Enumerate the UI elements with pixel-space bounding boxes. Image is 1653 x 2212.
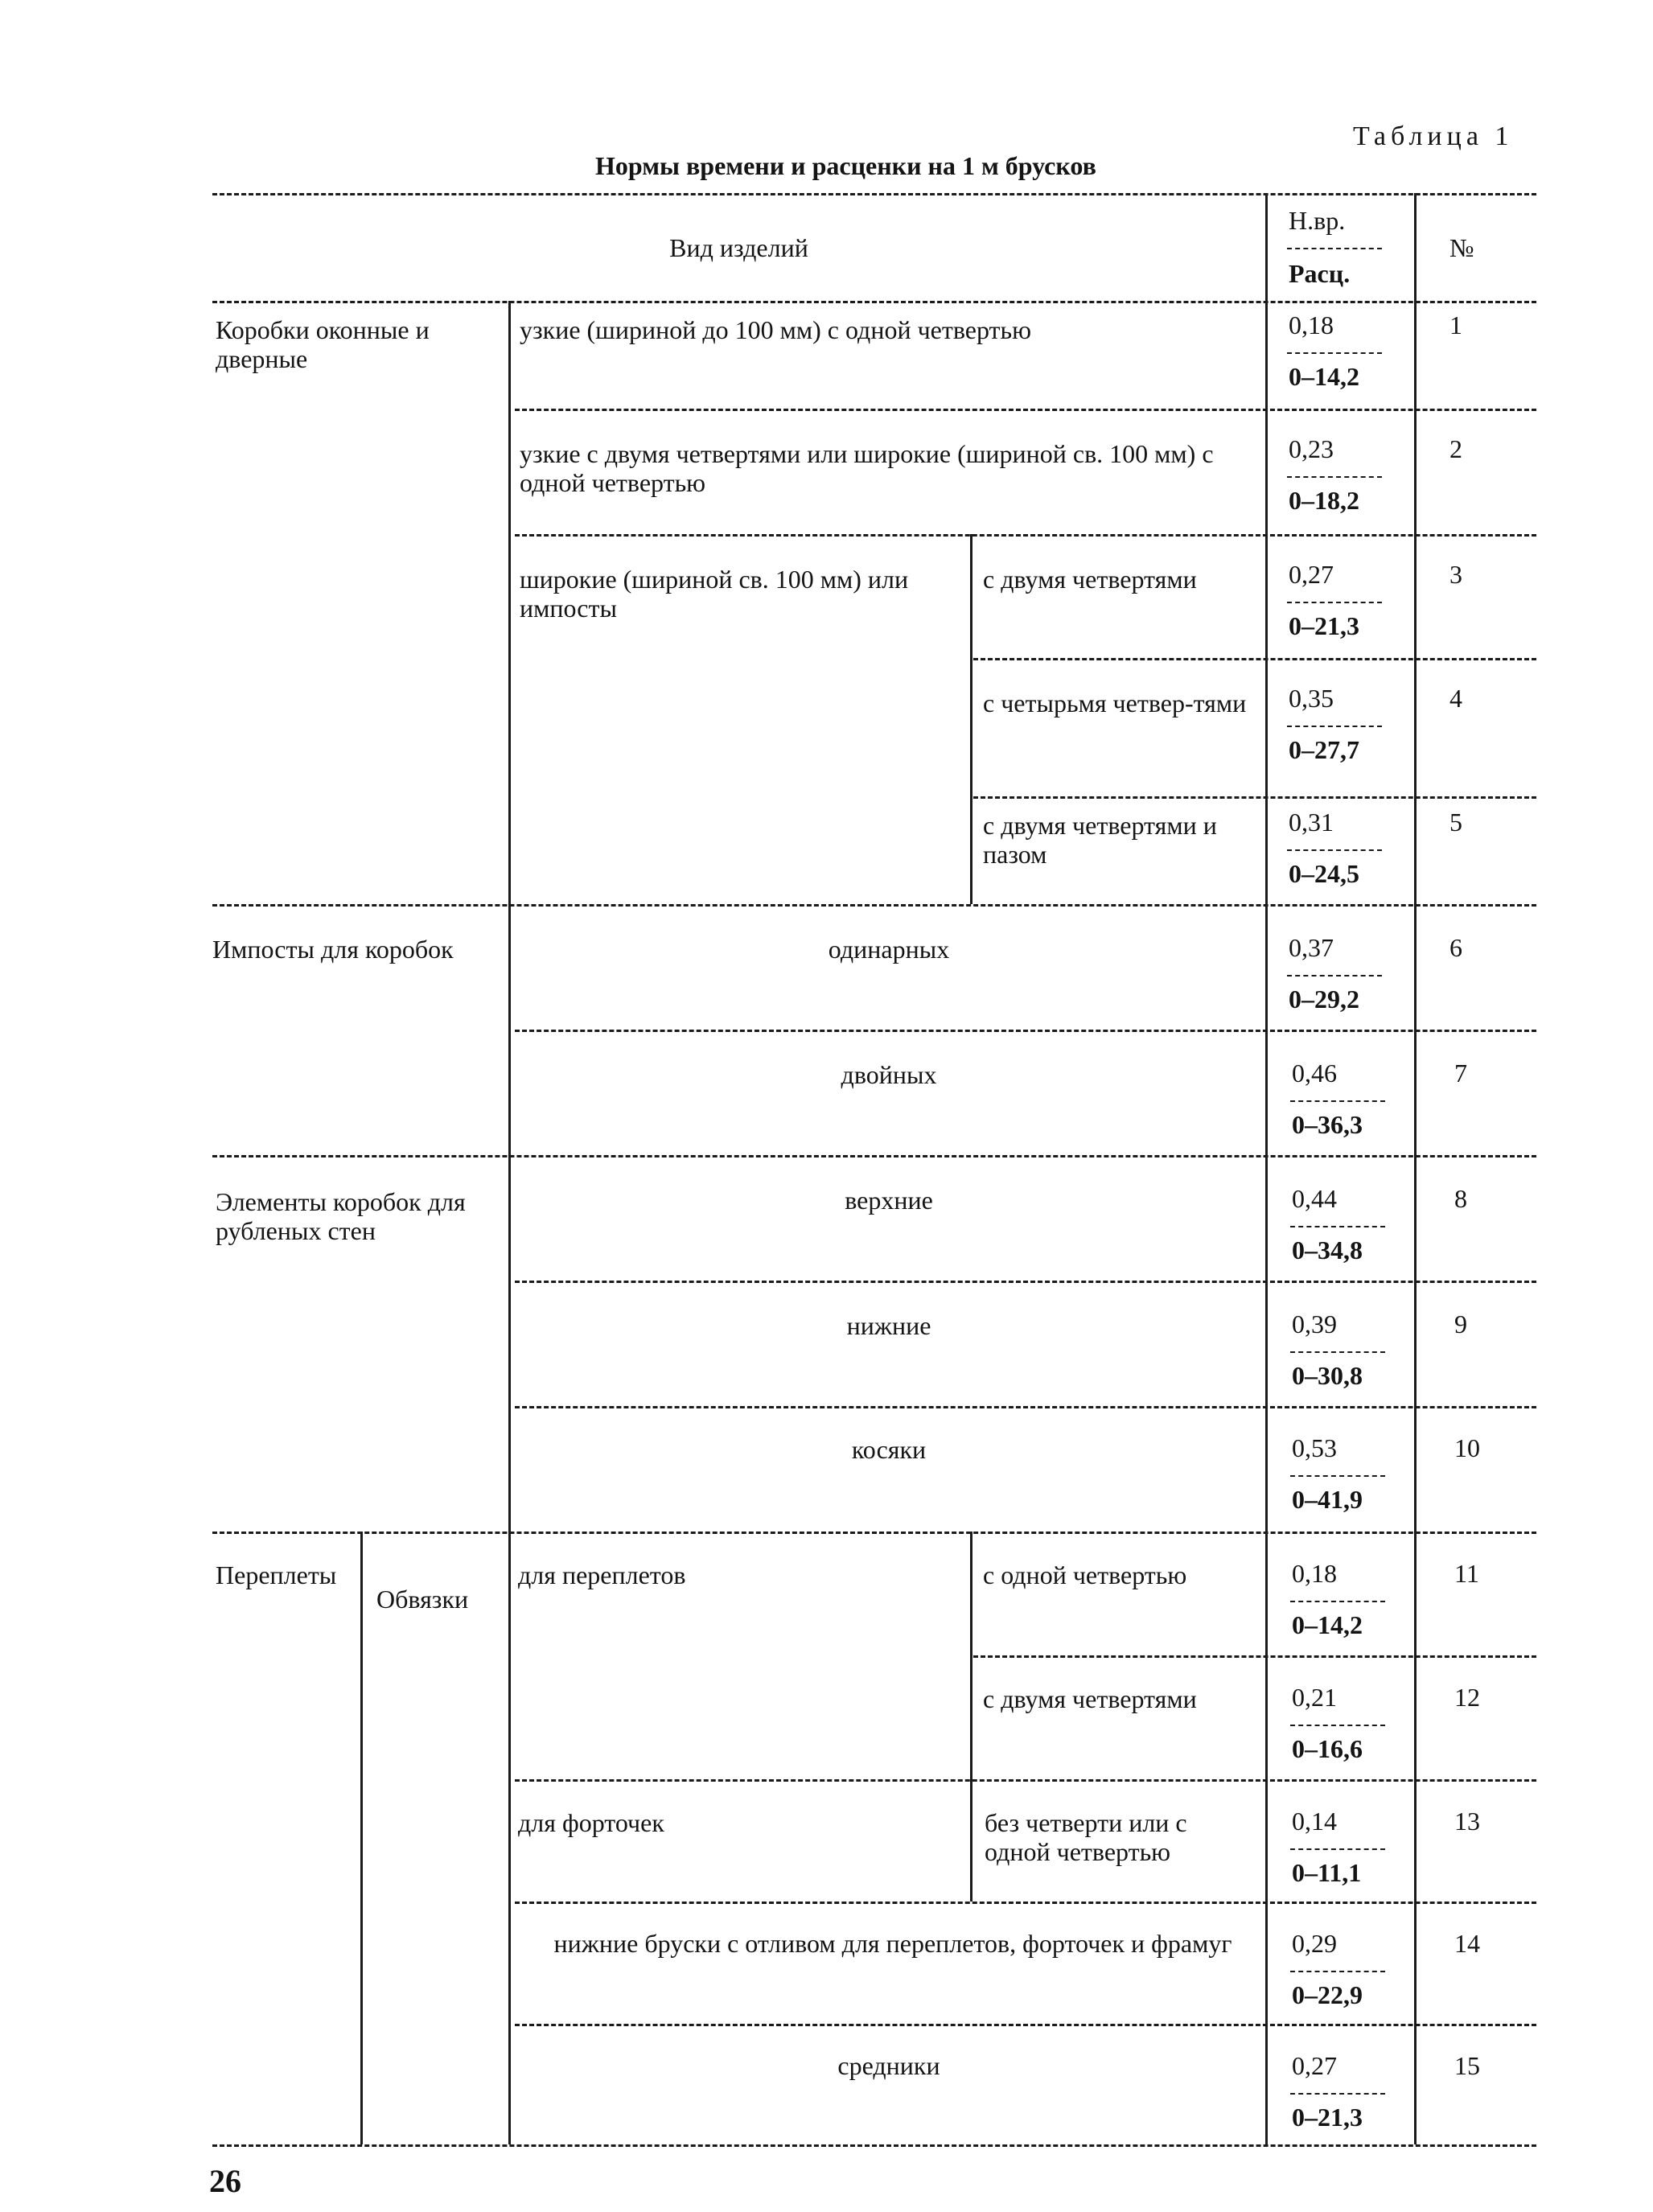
- row-separator: [973, 658, 1536, 660]
- header-kind: Вид изделий: [669, 233, 808, 262]
- item-subtype: с одной четвертью: [983, 1560, 1187, 1589]
- item-subtype: с двумя четвертями: [983, 1684, 1197, 1713]
- rate-value: 0–30,8: [1292, 1361, 1363, 1390]
- rate-value: 0–24,5: [1289, 859, 1359, 888]
- item-description: для переплетов: [518, 1560, 686, 1589]
- group-label: Элементы коробок для рубленых стен: [216, 1187, 466, 1245]
- subgroup-label: Обвязки: [376, 1585, 469, 1614]
- rate-value: 0–29,2: [1289, 985, 1359, 1013]
- header-rate: Расц.: [1289, 259, 1351, 288]
- norm-value: 0,37: [1289, 933, 1334, 962]
- norm-column-line: [1265, 193, 1268, 2144]
- rate-value: 0–41,9: [1292, 1485, 1363, 1514]
- rate-value: 0–14,2: [1289, 362, 1359, 391]
- norm-value: 0,14: [1292, 1807, 1337, 1836]
- group-separator: [212, 1532, 1536, 1534]
- item-subtype: с четырьмя четвер-тями: [983, 689, 1247, 717]
- row-number: 2: [1449, 434, 1462, 463]
- row-number: 9: [1454, 1310, 1467, 1338]
- rate-value: 0–36,3: [1292, 1110, 1363, 1139]
- row-number: 5: [1449, 808, 1462, 837]
- rate-value: 0–11,1: [1292, 1858, 1362, 1887]
- norm-value: 0,31: [1289, 808, 1334, 837]
- row-separator: [515, 534, 1536, 537]
- row-number: 7: [1454, 1059, 1467, 1087]
- fraction-line: [1287, 476, 1382, 478]
- group-label: Импосты для коробок: [212, 935, 454, 964]
- norm-value: 0,27: [1292, 2051, 1337, 2080]
- item-description: узкие с двумя четвертями или широкие (шириной св. 100 мм) с одной четвертью: [520, 439, 1214, 497]
- fraction-line: [1290, 1725, 1385, 1726]
- item-description: узкие (шириной до 100 мм) с одной четвертью: [520, 315, 1032, 344]
- row-number: 10: [1454, 1433, 1480, 1462]
- row-number: 4: [1449, 684, 1462, 713]
- fraction-line: [1290, 1848, 1385, 1850]
- row-number: 13: [1454, 1807, 1480, 1836]
- norm-value: 0,39: [1292, 1310, 1337, 1338]
- norm-value: 0,44: [1292, 1184, 1337, 1213]
- item-description: широкие (шириной св. 100 мм) или импосты: [520, 565, 909, 623]
- item-subtype: без четверти или с одной четвертью: [985, 1808, 1187, 1866]
- row-number: 14: [1454, 1929, 1480, 1958]
- row-separator: [973, 796, 1536, 799]
- norm-value: 0,18: [1292, 1559, 1337, 1588]
- item-description: одинарных: [828, 935, 950, 964]
- group-column-line: [508, 301, 511, 2144]
- rate-value: 0–18,2: [1289, 486, 1359, 515]
- header-norm: Н.вр.: [1289, 206, 1346, 235]
- rate-value: 0–27,7: [1289, 735, 1359, 764]
- group-separator: [212, 904, 1536, 907]
- group-separator: [212, 1155, 1536, 1157]
- norm-value: 0,23: [1289, 434, 1334, 463]
- page-number: 26: [209, 2163, 241, 2199]
- fraction-line: [1287, 248, 1382, 249]
- rate-value: 0–14,2: [1292, 1610, 1363, 1639]
- row-separator: [973, 1655, 1536, 1658]
- table-label: Таблица 1: [1353, 121, 1514, 151]
- norm-value: 0,46: [1292, 1059, 1337, 1087]
- item-subtype: с двумя четвертями: [983, 565, 1197, 594]
- table-bottom-border: [212, 2144, 1536, 2147]
- table-top-border: [212, 193, 1536, 195]
- norm-value: 0,27: [1289, 560, 1334, 589]
- row-number: 1: [1449, 310, 1462, 339]
- item-description: нижние бруски с отливом для переплетов, форточек и фрамуг: [553, 1929, 1232, 1958]
- subtype-column-line: [970, 534, 972, 904]
- fraction-line: [1290, 1475, 1385, 1477]
- row-number: 6: [1449, 933, 1462, 962]
- row-number: 12: [1454, 1683, 1480, 1712]
- rate-value: 0–21,3: [1292, 2103, 1363, 2132]
- item-subtype: с двумя четвертями и пазом: [983, 811, 1217, 869]
- row-separator: [515, 1902, 1536, 1904]
- subgroup-column-line: [360, 1532, 363, 2144]
- row-number: 8: [1454, 1184, 1467, 1213]
- fraction-line: [1290, 1601, 1385, 1602]
- rate-value: 0–21,3: [1289, 611, 1359, 640]
- group-label: Переплеты: [216, 1560, 337, 1589]
- item-description: верхние: [845, 1186, 933, 1215]
- fraction-line: [1290, 1971, 1385, 1972]
- fraction-line: [1290, 1100, 1385, 1102]
- fraction-line: [1290, 1351, 1385, 1353]
- norm-value: 0,35: [1289, 684, 1334, 713]
- item-description: нижние: [846, 1311, 931, 1340]
- subtype-column-line: [970, 1532, 972, 1902]
- group-label: Коробки оконные и дверные: [216, 315, 430, 373]
- fraction-line: [1290, 1226, 1385, 1227]
- fraction-line: [1290, 2093, 1385, 2095]
- item-description: средники: [837, 2051, 940, 2080]
- row-number: 15: [1454, 2051, 1480, 2080]
- fraction-line: [1287, 352, 1382, 354]
- header-bottom-border: [212, 301, 1536, 303]
- row-number: 11: [1454, 1559, 1479, 1588]
- row-separator: [515, 1406, 1536, 1408]
- rate-value: 0–22,9: [1292, 1980, 1363, 2009]
- row-separator: [515, 1030, 1536, 1032]
- rate-value: 0–16,6: [1292, 1734, 1363, 1763]
- fraction-line: [1287, 975, 1382, 976]
- header-num: №: [1449, 233, 1474, 262]
- row-number: 3: [1449, 560, 1462, 589]
- page-title: Нормы времени и расценки на 1 м брусков: [595, 151, 1096, 180]
- row-separator: [515, 1281, 1536, 1283]
- item-description: косяки: [851, 1435, 927, 1464]
- row-separator: [515, 2024, 1536, 2026]
- row-separator: [515, 409, 1536, 411]
- fraction-line: [1287, 726, 1382, 727]
- fraction-line: [1287, 849, 1382, 851]
- num-column-line: [1414, 193, 1417, 2144]
- norm-value: 0,53: [1292, 1433, 1337, 1462]
- norm-value: 0,29: [1292, 1929, 1337, 1958]
- fraction-line: [1287, 602, 1382, 603]
- rate-value: 0–34,8: [1292, 1236, 1363, 1264]
- item-description: двойных: [841, 1060, 937, 1089]
- norm-value: 0,18: [1289, 310, 1334, 339]
- row-separator: [515, 1779, 1536, 1782]
- item-description: для форточек: [518, 1808, 664, 1837]
- norm-value: 0,21: [1292, 1683, 1337, 1712]
